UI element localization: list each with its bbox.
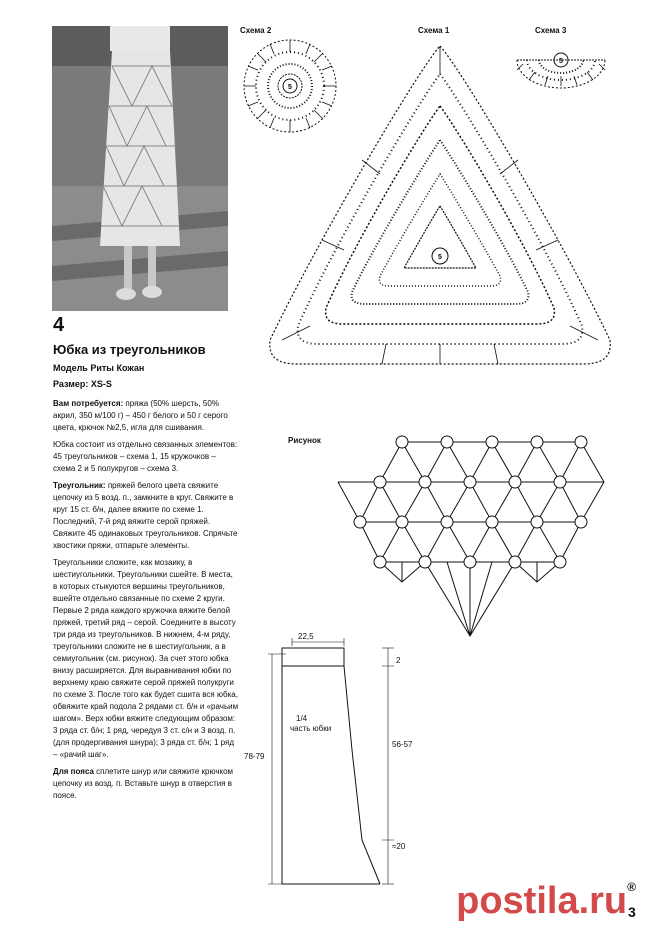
model-title: Юбка из треугольников [53,342,206,357]
scheme3-center-number: 5 [559,58,563,65]
materials-paragraph [53,398,239,434]
pattern-full-length: 78-79 [244,752,265,761]
triangle-lead: Треугольник: [53,481,106,490]
model-number: 4 [53,314,65,336]
watermark [456,880,636,923]
scheme2-center-number: 5 [288,84,292,91]
composition-paragraph: Юбка состоит из отдельно связанных элементов: 45 треугольников – схема 1, 15 кружочков – схема 2 и 5 полукругов – схема 3. [53,440,238,473]
pattern-top-width: 22,5 [298,632,314,641]
model-author: Модель Риты Кожан [53,363,145,373]
instructions [53,398,239,807]
scheme2-label: Схема 2 [240,26,272,35]
materials-text: пряжа (50% шерсть, 50% акрил, 350 м/100 г) – 450 г белого и 50 г серого цвета, крючок №2,5, игла для сшивания. [53,399,228,432]
pattern-drawing [262,640,412,890]
model-photo [52,26,228,311]
scheme1-label: Схема 1 [418,26,450,35]
assembly-figure [330,436,604,641]
pattern-hem: ≈20 [392,842,406,851]
belt-text: сплетите шнур или свяжите крючком цепочку из возд. п. Вставьте шнур в отверстия в поясе. [53,767,234,800]
scheme1-center-number: 5 [438,254,442,261]
triangle-paragraph [53,480,239,552]
materials-lead: Вам потребуется: [53,399,124,408]
model-size: Размер: XS-S [53,379,112,389]
page-number: 3 [628,904,636,920]
pattern-quarter-caption: часть юбки [290,724,332,733]
pattern-waist: 2 [396,656,401,665]
figure-label: Рисунок [288,436,321,445]
watermark-brand: postila.ru [456,880,628,922]
belt-lead: Для пояса [53,767,94,776]
scheme3-label: Схема 3 [535,26,567,35]
watermark-trademark: ® [627,880,636,894]
triangle-text: пряжей белого цвета свяжите цепочку из 5 возд. п., замкните в круг. Свяжите в круг 15 ст. б/н, далее вяжите по схеме 1. Последний, 7-й ряд вяжите серой пряжей. Свяжите 45 одинаковых треугольников. Спрячьте хвостики пряжи, отпарьте элементы. [53,481,238,550]
assembly-paragraph: Треугольники сложите, как мозаику, в шестиугольники. Треугольники сшейте. В места, в которых стыкуются вершины треугольников, вшейте отдельно связанные по схеме 2 круги. Первые 2 ряда каждого кружочка вяжите белой пряжей, третий ряд – серой. Соедините в высоту три ряда из треугольников. В нижнем, 4-м ряду, треугольники сложите не в шестиугольник, а в семиугольник (см. рисунок). За счет этого юбка внизу расширяется. Для выравнивания юбки по верхнему краю свяжите серой пряжей полукруги по схеме 3. После того как будет сшита вся юбка, обвяжите край подола 2 рядами ст. б/н и «рачьим шагом». Верх юбки вяжите следующим образом: 3 ряда ст. б/н; 1 ряд, чередуя 3 ст. с/н и 3 возд. п. (для продергивания шнура); 3 ряда ст. б/н; 1 ряд – «рачий шаг». [53,558,239,759]
pattern-hip-length: 56-57 [392,740,413,749]
pattern-quarter: 1/4 [296,714,308,723]
scheme1-diagram [262,40,618,370]
belt-paragraph [53,766,239,802]
